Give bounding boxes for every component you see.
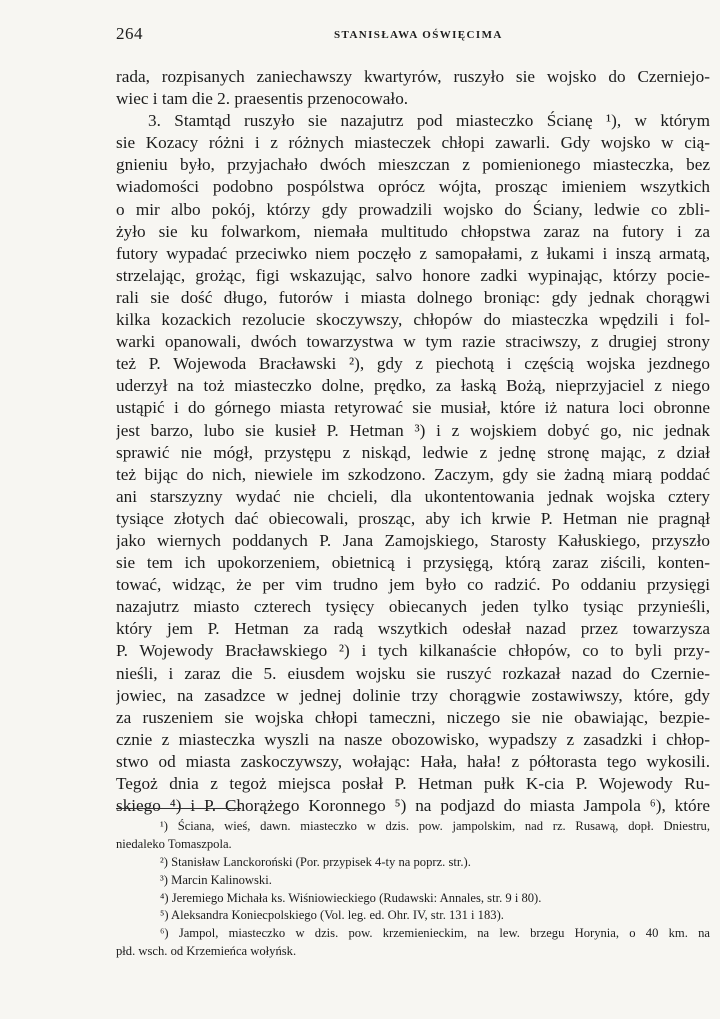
footnote-line: ⁵) Aleksandra Koniecpolskiego (Vol. leg. ed. Ohr. IV, str. 131 i 183). — [160, 908, 504, 923]
text-line: sie tem ich upokorzeniem, obietnicą i przysięgą, którą zaraz ziścili, konten- — [116, 553, 710, 573]
text-line: ustąpić i do górnego miasta retyrować sie musiał, które iż natura loci obronne — [116, 398, 710, 418]
text-line: który jem P. Hetman za radą wszytkich odesłał nazad przez towarzysza — [116, 619, 710, 639]
text-line: o mir albo pokój, którzy gdy prowadzili wojsko do Ściany, ledwie co zbli- — [116, 199, 710, 219]
footnote-line: niedaleko Tomaszpola. — [116, 836, 232, 851]
footnotes — [116, 818, 710, 961]
text-line: strzelając, grożąc, figi wskazując, salvo honore zadki wypinając, którzy pocie- — [116, 265, 710, 285]
text-line: 3. Stamtąd ruszyło sie nazajutrz pod miasteczko Ścianę ¹), w którym — [148, 111, 710, 131]
text-line: sie Kozacy różni i z różnych miasteczek chłopi zawarli. Gdy wojsko w cią- — [116, 133, 710, 153]
text-line: skiego ⁴) i P. Chorążego Koronnego ⁵) na podjazd do miasta Jampola ⁶), które — [116, 796, 710, 816]
text-line: futory wypadać przeciwko niem poczęło z samopałami, z łukami i inszą armatą, — [116, 243, 710, 263]
text-line: rada, rozpisanych zaniechawszy kwartyrów, ruszyło sie wojsko do Czerniejo- — [116, 67, 710, 86]
text-line: wiec i tam die 2. praesentis przenocowało. — [116, 89, 409, 109]
text-line: stwo od miasta zaskoczywszy, wołając: Hała, hała! z półtorasta tego wykosili. — [116, 751, 710, 771]
text-line: uderzył na toż miasteczko dolne, prędko, za łaską Bożą, nieprzyjaciel z niego — [116, 376, 710, 396]
text-line: jowiec, na zasadzce w jednej dolinie trzy chorągwie zostawiwszy, które, gdy — [116, 685, 710, 705]
text-line: też P. Wojewoda Bracławski ²), gdy z piechotą i częścią wojska jezdnego — [116, 354, 710, 374]
text-line: tysiące złotych dać obiecowali, prosząc, aby ich krwie P. Hetman nie pragnął — [116, 508, 710, 528]
text-line: gnieniu było, przyjachało dwóch mieszczan z pomienionego miasteczka, bez — [116, 155, 710, 175]
text-line: warki opanowali, dwóch towarzystwa w tym razie straciwszy, z drugiej strony — [116, 332, 710, 352]
text-line: ani starszyzny wydać nie chcieli, dla ukontentowania jednak wojska cztery — [116, 486, 710, 506]
text-line: rali sie dość długo, futorów i miasta dolnego broniąc: gdy jednak chorągwi — [116, 287, 710, 307]
text-line: żyło sie ku folwarkom, niemała multitudo chłopstwa zaraz na futory i za — [116, 221, 710, 241]
text-line: jest barzo, lubo sie kusieł P. Hetman ³) i z wojskiem dobyć go, nic jednak — [116, 420, 710, 440]
text-line: za ruszeniem sie wojska chłopi tameczni, niczego sie nie obawiając, bezpie- — [116, 707, 710, 727]
text-line: Tegoż dnia z tegoż miejsca posłał P. Hetman pułk K-cia P. Wojewody Ru- — [116, 774, 710, 793]
text-line: nazajutrz miasto czterech tysięcy obiecanych jeden tylko tysiąc przynieśli, — [116, 597, 710, 617]
footnote-line: ²) Stanisław Lanckoroński (Por. przypisek 4-ty na poprz. str.). — [160, 854, 471, 869]
text-line: sprawić nie mógł, przystępu z niskąd, ledwie z jednę stronę mając, z dział — [116, 442, 710, 462]
footnote-line: płd. wsch. od Krzemieńca wołyńsk. — [116, 944, 297, 959]
footnote-line: ⁶) Jampol, miasteczko w dzis. pow. krzemienieckim, na lew. brzegu Horynia, o 40 km. na — [160, 926, 710, 941]
running-head: STANISŁAWA OŚWIĘCIMA — [334, 29, 503, 41]
text-line: P. Wojewody Bracławskiego ²) i tych kilkanaście chłopów, co to byli przy- — [116, 641, 710, 661]
text-line: jako wiernych poddanych P. Jana Zamojskiego, Starosty Kałuskiego, przyszło — [116, 530, 710, 550]
body-text — [116, 66, 710, 817]
text-line: tować, widząc, że per vim trudno jem było co radzić. Po oddaniu przysięgi — [116, 575, 710, 595]
page-number: 264 — [116, 24, 143, 43]
footnote-line: ¹) Ściana, wieś, dawn. miasteczko w dzis. pow. jampolskim, nad rz. Rusawą, dopł. Dniestru, — [160, 819, 710, 833]
page-header — [116, 22, 708, 46]
text-line: wiadomości podobno pospólstwa oprócz wójta, prosząc imieniem wszytkich — [116, 177, 710, 197]
footnote-line: ³) Marcin Kalinowski. — [160, 872, 272, 887]
footnote-divider — [116, 808, 241, 809]
text-line: też bijąc do nich, niewiele im szkodzono. Zaczym, gdy sie żadną miarą poddać — [116, 464, 710, 484]
footnote-line: ⁴) Jeremiego Michała ks. Wiśniowieckiego (Rudawski: Annales, str. 9 i 80). — [160, 890, 542, 905]
text-line: nieśli, i zaraz die 5. eiusdem wojsku sie ruszyć rozkazał nazad do Czernie- — [116, 663, 710, 683]
text-line: cznie z miasteczka wyszli na nasze obozowisko, wypadszy z zasadzki i chłop- — [116, 729, 710, 749]
text-line: kilka kozackich rezolucie skoczywszy, chłopów do miasteczka wpędzili i fol- — [116, 310, 710, 330]
